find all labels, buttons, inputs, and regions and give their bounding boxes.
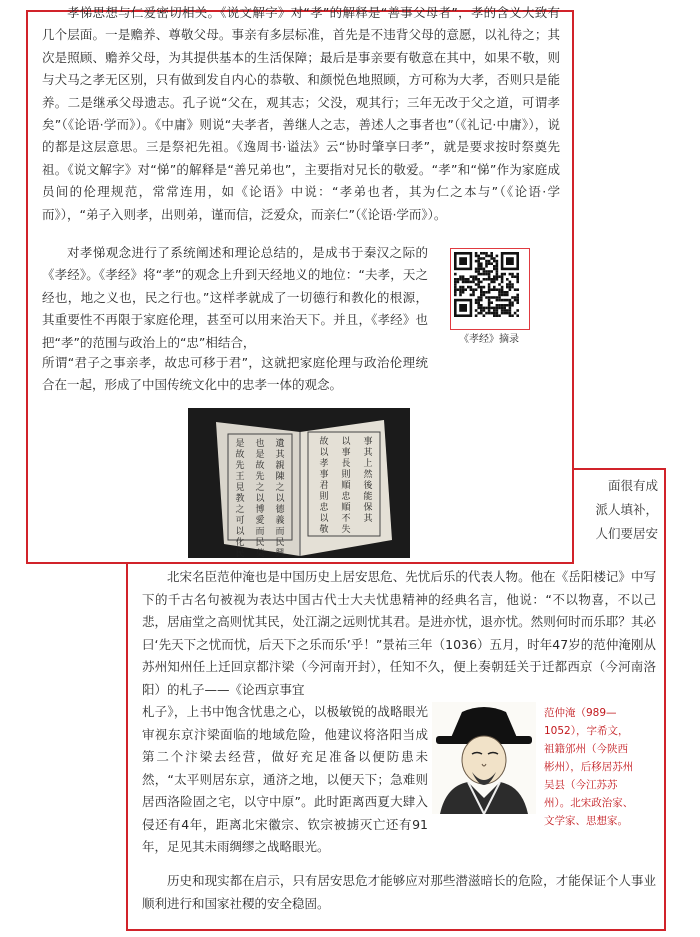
svg-text:民: 民 [255, 538, 265, 548]
svg-text:後: 後 [363, 481, 373, 491]
svg-text:其: 其 [275, 450, 285, 460]
svg-text:忠: 忠 [341, 492, 351, 502]
svg-text:故: 故 [319, 437, 329, 447]
fan-zhongyan-portrait [432, 702, 536, 814]
svg-text:化: 化 [235, 538, 245, 548]
svg-text:孝: 孝 [319, 459, 329, 469]
book-photo-image [188, 408, 410, 558]
svg-text:事: 事 [341, 448, 351, 458]
svg-text:愛: 愛 [255, 516, 265, 526]
svg-text:之: 之 [275, 483, 285, 493]
svg-text:而: 而 [255, 527, 265, 537]
qr-code-icon[interactable] [444, 252, 532, 322]
svg-text:民: 民 [275, 538, 285, 548]
qr-code-figure [436, 246, 548, 364]
peek-line-3: 人们要居安 [595, 526, 658, 541]
upper-page [26, 5, 574, 564]
svg-text:興: 興 [275, 549, 285, 558]
fan-zhongyan-paragraph-continued: 札子》，上书中饱含忧患之心，以极敏锐的战略眼光审视东京汴梁面临的地域危险，他建议将洛阳当成第二个汴梁去经营，做好充足准备以便防患未然，“太平则居东京，通济之地，以便天下；急难则居西洛险固之宅，以守中原”。此时距离西夏大肆入侵还有4年，距离北宋徽宗、钦宗被掳灭亡还有91年，足见其未雨绸缪之战略眼光。 [142, 704, 428, 854]
svg-text:可: 可 [235, 516, 245, 526]
svg-text:長: 長 [341, 459, 351, 469]
svg-text:以: 以 [319, 448, 329, 458]
svg-text:失: 失 [341, 525, 351, 535]
svg-text:之: 之 [235, 505, 245, 515]
svg-text:陳: 陳 [275, 472, 285, 482]
svg-text:上: 上 [363, 459, 373, 469]
svg-text:以: 以 [341, 437, 351, 447]
svg-text:其: 其 [363, 448, 373, 458]
filial-piety-paragraph: 孝悌思想与仁爱密切相关。《说文解字》对“孝”的解释是“善事父母者”，孝的含义大致有几个层面。一是赡养、尊敬父母。事亲有多层标准，首先是不违背父母的意愿，以礼待之；其次是照顾、赡养父母，为其提供基本的生活保障；最后是事亲要有敬意在其中，如果不敬，则与犬马之孝无区别，只有做到发自内心的恭敬、和颜悦色地照顾，方可称为大孝，否则只是能养。二是继承父母遗志。孔子说“父在，观其志；父没，观其行；三年无改于父之道，可谓孝矣”（《论语·学而》）。《中庸》则说“夫孝者，善继人之志，善述人之事者也”（《礼记·中庸》），说的都是这层意思。三是祭祀先祖。《逸周书·谥法》云“协时肇享曰孝”，就是要求按时祭奠先祖。《说文解字》对“悌”的解释是“善兄弟也”，主要指对兄长的敬爱。“孝”和“悌”作为家庭成员间的伦理规范，常常连用，如《论语》中说：“孝弟也者，其为仁之本与”（《论语·学而》），“弟子入则孝，出则弟，谨而信，泛爱众，而亲仁”（《论语·学而》）。 [42, 5, 560, 222]
svg-text:能: 能 [363, 492, 373, 502]
svg-text:以: 以 [255, 494, 265, 504]
svg-text:保: 保 [363, 503, 373, 513]
svg-text:是: 是 [255, 450, 265, 460]
peek-line-1: 面很有成 [607, 478, 658, 493]
svg-text:民: 民 [235, 549, 245, 558]
svg-text:故: 故 [235, 450, 245, 460]
svg-text:義: 義 [275, 516, 285, 526]
fan-zhongyan-paragraph: 北宋名臣范仲淹也是中国历史上居安思危、先忧后乐的代表人物。他在《岳阳楼记》中写下的千古名句被视为表达中国古代士大夫忧患精神的经典名言，他说：“不以物喜，不以己悲，居庙堂之高则忧其民，处江湖之远则忧其君。是进亦忧，退亦忧。然则何时而乐耶？其必曰‘先天下之忧而忧，后天下之乐而乐’乎！”景祐三年（1036）五月，时年47岁的范仲淹刚从苏州知州任上迁回京都汴梁（今河南开封），任知不久，便上奏朝廷关于迁都西京（今河南洛阳）的札子——《论西京事宜 [142, 569, 656, 697]
conclusion-paragraph: 历史和现实都在启示，只有居安思危才能够应对那些潜滋暗长的危险，才能保证个人事业顺利进行和国家社稷的安全稳固。 [142, 873, 656, 911]
svg-text:事: 事 [319, 470, 329, 480]
svg-text:見: 見 [235, 483, 245, 493]
svg-text:以: 以 [319, 514, 329, 524]
svg-text:先: 先 [235, 461, 245, 471]
xiaojing-paragraph: 对孝悌观念进行了系统阐述和理论总结的，是成书于秦汉之际的《孝经》。《孝经》将“孝”的观念上升到天经地义的地位：“夫孝，天之经也，地之义也，民之行也。”这样孝就成了一切德行和教化的根源，其重要性不再限于家庭伦理，甚至可以用来治天下。并且，《孝经》也把“孝”的范围与政治上的“忠”相结合， [42, 245, 428, 350]
qr-caption: 《孝经》摘录 [459, 334, 519, 345]
svg-text:故: 故 [255, 461, 265, 471]
svg-text:敬: 敬 [319, 525, 329, 535]
peek-line-2: 派人填补， [595, 502, 658, 517]
svg-text:之: 之 [255, 483, 265, 493]
svg-text:君: 君 [319, 481, 329, 491]
svg-text:而: 而 [275, 527, 285, 537]
svg-text:先: 先 [255, 472, 265, 482]
svg-text:忠: 忠 [319, 503, 329, 513]
svg-text:以: 以 [275, 494, 285, 504]
svg-text:則: 則 [319, 492, 329, 502]
svg-text:則: 則 [341, 470, 351, 480]
svg-text:莫: 莫 [255, 549, 265, 558]
portrait-figure [426, 702, 634, 827]
svg-text:其: 其 [363, 514, 373, 524]
svg-text:事: 事 [363, 437, 373, 447]
svg-text:德: 德 [275, 505, 285, 515]
svg-text:遺: 遺 [275, 439, 285, 449]
svg-text:順: 順 [341, 503, 351, 513]
svg-text:然: 然 [363, 470, 373, 480]
xiaojing-book-photo [188, 408, 410, 558]
svg-text:順: 順 [341, 481, 351, 491]
svg-text:親: 親 [275, 461, 285, 471]
svg-text:也: 也 [255, 439, 265, 449]
svg-text:博: 博 [255, 505, 265, 515]
portrait-caption: 范仲淹（989—1052），字希文，祖籍邠州（今陕西彬州），后移居苏州吴县（今江苏苏州）。北宋政治家、文学家、思想家。 [544, 707, 634, 827]
svg-text:王: 王 [235, 472, 245, 482]
svg-text:教: 教 [235, 494, 245, 504]
svg-text:是: 是 [235, 439, 245, 449]
svg-text:不: 不 [341, 514, 351, 524]
svg-text:以: 以 [235, 527, 245, 537]
xiaojing-paragraph-continued: 所谓“君子之事亲孝，故忠可移于君”，这就把家庭伦理与政治伦理统合在一起，形成了中国传统文化中的忠孝一体的观念。 [42, 355, 428, 393]
